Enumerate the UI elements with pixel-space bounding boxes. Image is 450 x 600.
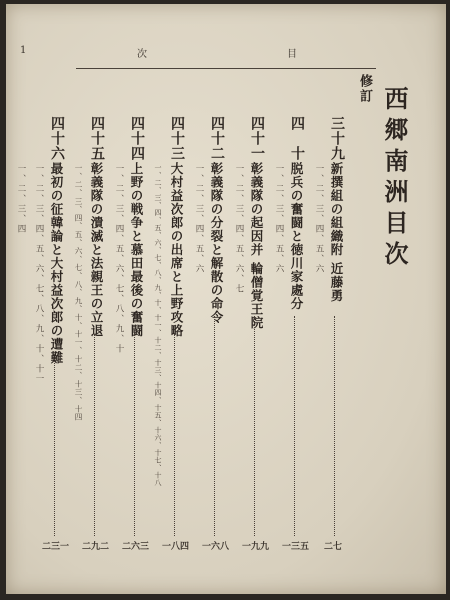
chapter-number: 四 十 bbox=[289, 116, 305, 161]
leader-dots bbox=[54, 359, 55, 536]
page-ref: 一三五 bbox=[282, 542, 310, 552]
document-page bbox=[6, 4, 446, 594]
chapter-title: 脱兵の奮闘と徳川家處分 bbox=[289, 162, 304, 311]
leader-dots bbox=[94, 334, 95, 536]
chapter-title: 彰義隊の起因并 輪僧覚王院 bbox=[249, 162, 264, 330]
page-ref: 二七 bbox=[324, 542, 343, 552]
page-ref: 二六三 bbox=[122, 542, 150, 552]
chapter-number: 四十二 bbox=[209, 116, 225, 161]
chapter-title: 新撰組の組織附 近藤勇 bbox=[329, 162, 344, 303]
edition-label: 修訂 bbox=[357, 74, 372, 104]
leader-dots bbox=[214, 316, 215, 536]
book-title: 西郷南洲目次 bbox=[380, 86, 409, 272]
chapter-number: 四十一 bbox=[249, 116, 265, 161]
section-list: 一、二、三、四、五、六、七、八、九、十、十一、十二、十三、十四、十五、十六、十七、十八 bbox=[154, 164, 162, 487]
header-rule bbox=[76, 68, 376, 69]
chapter-number: 四十三 bbox=[169, 116, 185, 161]
chapter-number: 四十六 bbox=[49, 116, 65, 161]
section-list: 一、二、三、四 bbox=[16, 164, 26, 234]
leader-dots bbox=[294, 316, 295, 536]
chapter-number: 三十九 bbox=[329, 116, 345, 161]
page-ref: 一九九 bbox=[242, 542, 270, 552]
page-ref: 二九二 bbox=[82, 542, 110, 552]
chapter-title: 上野の戦争と慕田最後の奮闘 bbox=[129, 162, 144, 338]
section-list: 一、二、三、四、五、六 bbox=[274, 164, 284, 274]
section-list: 一、二、三、四、五、六、七、八、九、十、十一 bbox=[34, 164, 44, 384]
page-number: 1 bbox=[20, 45, 27, 56]
chapter-title: 彰義隊の分裂と解散の命令 bbox=[209, 162, 224, 324]
header-label-left: 次 bbox=[137, 49, 147, 60]
header-label-right: 目 bbox=[287, 49, 297, 60]
leader-dots bbox=[334, 316, 335, 536]
page-ref: 一六八 bbox=[202, 542, 230, 552]
chapter-number: 四十四 bbox=[129, 116, 145, 161]
chapter-title: 最初の征韓論と大村益次郎の遭難 bbox=[49, 162, 64, 365]
section-list: 一、二、三、四、五、六、七、八、九、十、十一、十二、十三、十四 bbox=[74, 164, 83, 422]
section-list: 一、二、三、四、五、六、七 bbox=[234, 164, 244, 294]
chapter-number: 四十五 bbox=[89, 116, 105, 161]
section-list: 一、二、三、四、五、六 bbox=[194, 164, 204, 274]
chapter-title: 彰義隊の潰滅と法親王の立退 bbox=[89, 162, 104, 338]
leader-dots bbox=[134, 334, 135, 536]
leader-dots bbox=[174, 334, 175, 536]
section-list: 一、二、三、四、五、六、七、八、九、十 bbox=[114, 164, 124, 354]
leader-dots bbox=[254, 316, 255, 536]
page-ref: 二三一 bbox=[42, 542, 70, 552]
section-list: 一、二、三、四、五、六 bbox=[314, 164, 324, 274]
chapter-title: 大村益次郎の出席と上野攻略 bbox=[169, 162, 184, 338]
page-ref: 一八四 bbox=[162, 542, 190, 552]
